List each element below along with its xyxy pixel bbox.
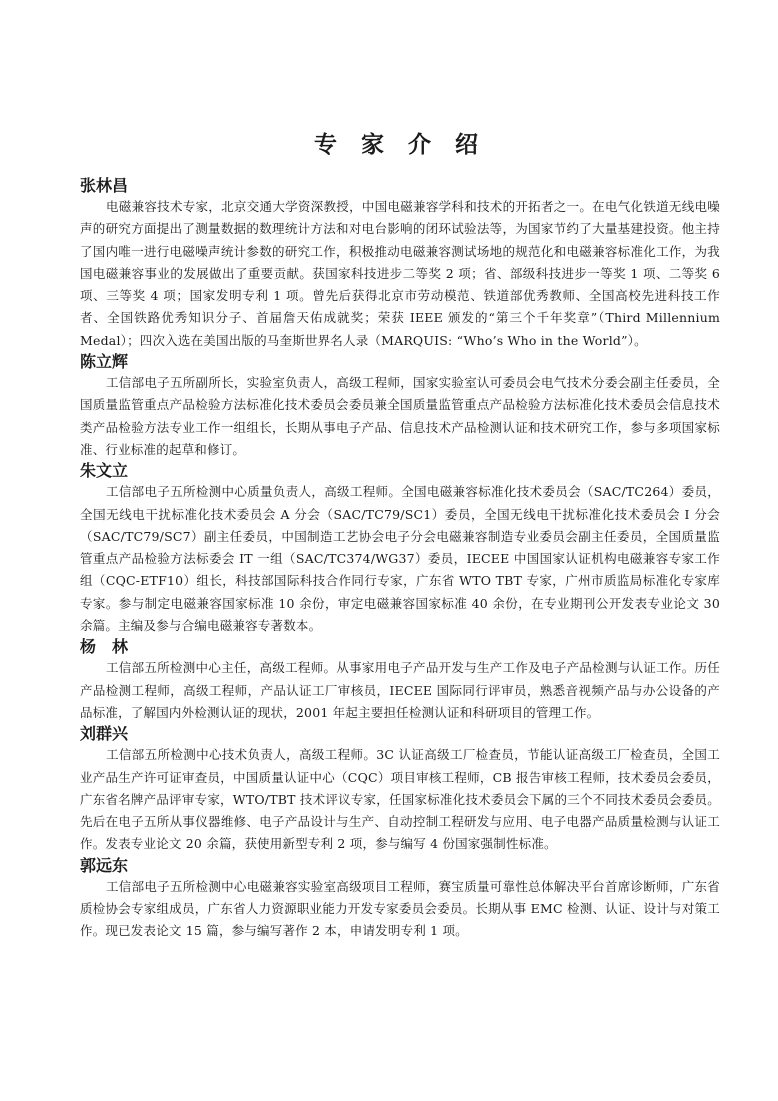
expert-bio: 工信部五所检测中心主任，高级工程师。从事家用电子产品开发与生产工作及电子产品检测与认证工作。历任产品检测工程师，高级工程师，产品认证工厂审核员，IECEE 国际同行评审员，熟悉音视频产品与办公设备的产品标准，了解国内外检测认证的现状，2001 年起主要担任检测认证和科研项目的管理工作。 [80, 660, 720, 720]
expert-entry-zhu-wenli [80, 461, 720, 637]
expert-name: 朱文立 [80, 461, 129, 481]
expert-entry-liu-qunxing [80, 724, 720, 855]
expert-entry-yang-lin [80, 637, 720, 724]
expert-bio: 工信部电子五所检测中心电磁兼容实验室高级项目工程师，赛宝质量可靠性总体解决平台首席诊断师，广东省质检协会专家组成员，广东省人力资源职业能力开发专家委员会委员。长期从事 EMC 检测、认证、设计与对策工作。现已发表论文 15 篇，参与编写著作 2 本，申请发明专利 1 项。 [80, 878, 720, 939]
document-page [80, 128, 720, 943]
expert-name: 杨 林 [80, 637, 129, 657]
expert-name: 刘群兴 [80, 724, 129, 744]
expert-bio: 电磁兼容技术专家，北京交通大学资深教授，中国电磁兼容学科和技术的开拓者之一。在电气化铁道无线电噪声的研究方面提出了测量数据的数理统计方法和对电台影响的闭环试验法等，为国家节约了大量基建投资。他主持了国内唯一进行电磁噪声统计参数的研究工作，积极推动电磁兼容测试场地的规范化和电磁兼容标准化工作，为我国电磁兼容事业的发展做出了重要贡献。获国家科技进步二等奖 2 项；省、部级科技进步一等奖 1 项、二等奖 6 项、三等奖 4 项；国家发明专利 1 项。曾先后获得北京市劳动模范、铁道部优秀教师、全国高校先进科技工作者、全国铁路优秀知识分子、首届詹天佑成就奖；荣获 IEEE 颁发的“第三个千年奖章”（Third Millennium Medal）；四次入选在美国出版的马奎斯世界名人录（MARQUIS: “Who’s Who in the World”）。 [80, 199, 720, 348]
expert-bio: 工信部五所检测中心技术负责人，高级工程师。3C 认证高级工厂检查员，节能认证高级工厂检查员，全国工业产品生产许可证审查员，中国质量认证中心（CQC）项目审核工程师，CB 报告审核工程师，技术委员会委员，广东省名牌产品评审专家，WTO/TBT 技术评议专家，任国家标准化技术委员会下属的三个不同技术委员会委员。先后在电子五所从事仪器维修、电子产品设计与生产、自动控制工程研发与应用、电子电器产品质量检测与认证工作。发表专业论文 20 余篇，获使用新型专利 2 项，参与编写 4 份国家强制性标准。 [80, 747, 720, 852]
page-title: 专 家 介 绍 [313, 132, 487, 158]
expert-name: 郭远东 [80, 855, 129, 875]
expert-entry-guo-yuandong [80, 856, 720, 943]
expert-bio: 工信部电子五所副所长，实验室负责人，高级工程师，国家实验室认可委员会电气技术分委会副主任委员，全国质量监管重点产品检验方法标准化技术委员会委员兼全国质量监管重点产品检验方法标准化技术委员会信息技术类产品检验方法专业工作一组组长，长期从事电子产品、信息技术产品检测认证和技术研究工作，参与多项国家标准、行业标准的起草和修订。 [80, 375, 720, 457]
expert-name: 陈立辉 [80, 352, 129, 372]
expert-entry-zhang-linchang [80, 176, 720, 352]
expert-bio: 工信部电子五所检测中心质量负责人，高级工程师。全国电磁兼容标准化技术委员会（SAC/TC264）委员，全国无线电干扰标准化技术委员会 A 分会（SAC/TC79/SC1）委员，全国无线电干扰标准化技术委员会 I 分会（SAC/TC79/SC7）副主任委员，中国制造工艺协会电子分会电磁兼容制造专业委员会副主任委员，全国质量监管重点产品检验方法标委会 IT 一组（SAC/TC374/WG37）委员，IECEE 中国国家认证机构电磁兼容专家工作组（CQC-ETF10）组长，科技部国际科技合作同行专家，广东省 WTO TBT 专家，广州市质监局标准化专家库专家。参与制定电磁兼容国家标准 10 余份，审定电磁兼容国家标准 40 余份，在专业期刊公开发表专业论文 30 余篇。主编及参与合编电磁兼容专著数本。 [80, 484, 720, 634]
expert-name: 张林昌 [80, 176, 129, 195]
expert-entry-chen-lihui [80, 352, 720, 461]
